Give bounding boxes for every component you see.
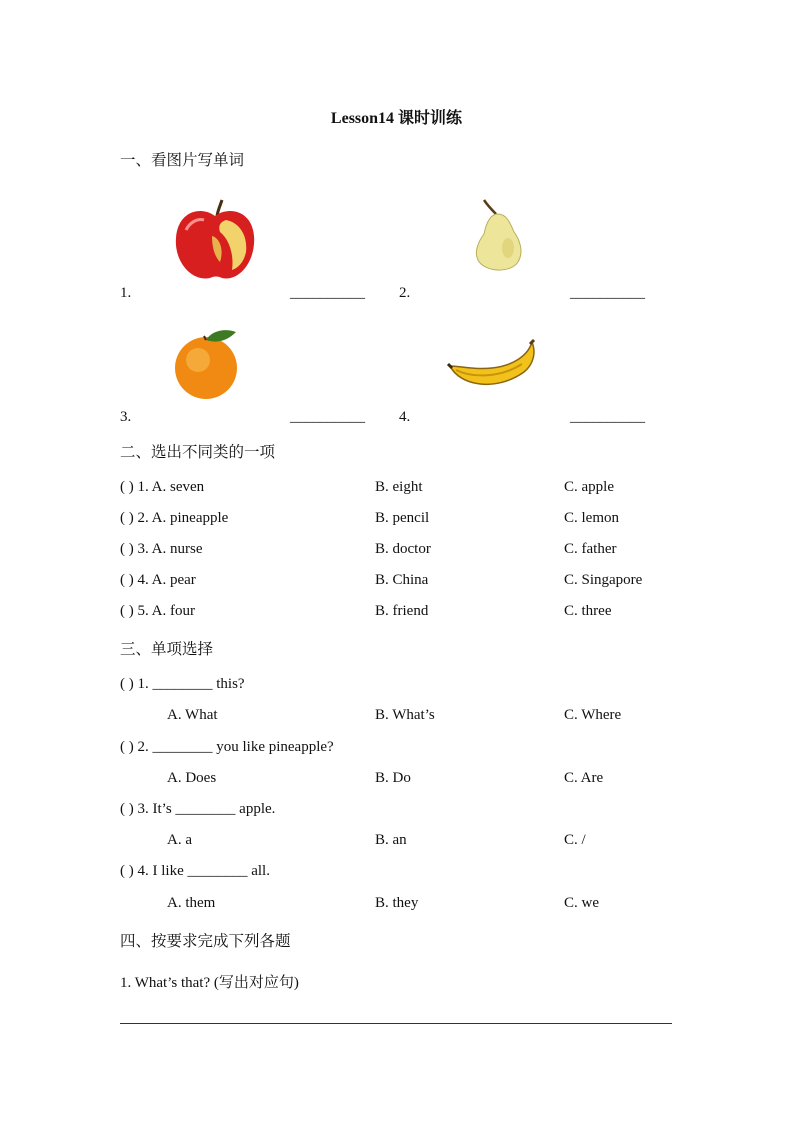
question-row: ( ) 2. A. pineapple [120,510,229,526]
option-b: B. friend [375,603,429,619]
question-row: ( ) 1. A. seven [120,479,205,495]
option-b: B. What’s [375,707,435,723]
option-a: A. a [167,832,192,848]
page-title: Lesson14 课时训练 [330,110,463,127]
option-c: C. Where [564,707,622,723]
option-c: C. / [564,832,586,848]
question-stem: ( ) 1. ________ this? [120,676,245,692]
section-2-heading: 二、选出不同类的一项 [120,444,276,461]
question-stem: ( ) 4. I like ________ all. [120,863,270,879]
answer-blank[interactable]: __________ [290,285,365,301]
banana-icon [446,338,538,394]
option-c: C. we [564,895,599,911]
question-row: ( ) 3. A. nurse [120,541,203,557]
option-a: A. What [167,707,218,723]
option-c: C. Singapore [564,572,643,588]
option-b: B. Do [375,770,411,786]
pear-icon [470,198,530,274]
answer-blank[interactable]: __________ [290,409,365,425]
option-a: A. them [167,895,216,911]
option-c: C. three [564,603,612,619]
picture-item-number: 2. [399,285,411,301]
option-b: B. doctor [375,541,431,557]
option-c: C. Are [564,770,604,786]
answer-line[interactable] [120,1023,672,1024]
question-stem: ( ) 3. It’s ________ apple. [120,801,276,817]
option-b: B. China [375,572,429,588]
section-3-heading: 三、单项选择 [120,641,214,658]
orange-icon [170,326,244,400]
answer-blank[interactable]: __________ [570,409,645,425]
question-row: ( ) 4. A. pear [120,572,196,588]
question-stem: 1. What’s that? (写出对应句) [120,975,299,991]
section-1-heading: 一、看图片写单词 [120,152,245,169]
option-b: B. pencil [375,510,430,526]
question-row: ( ) 5. A. four [120,603,195,619]
option-b: B. an [375,832,407,848]
option-c: C. apple [564,479,614,495]
picture-item-number: 3. [120,409,132,425]
picture-item-number: 1. [120,285,132,301]
section-4-heading: 四、按要求完成下列各题 [120,933,291,950]
option-c: C. father [564,541,617,557]
option-c: C. lemon [564,510,619,526]
answer-blank[interactable]: __________ [570,285,645,301]
apple-icon [172,196,258,284]
option-a: A. Does [167,770,217,786]
option-b: B. eight [375,479,423,495]
picture-item-number: 4. [399,409,411,425]
question-stem: ( ) 2. ________ you like pineapple? [120,739,334,755]
option-b: B. they [375,895,419,911]
